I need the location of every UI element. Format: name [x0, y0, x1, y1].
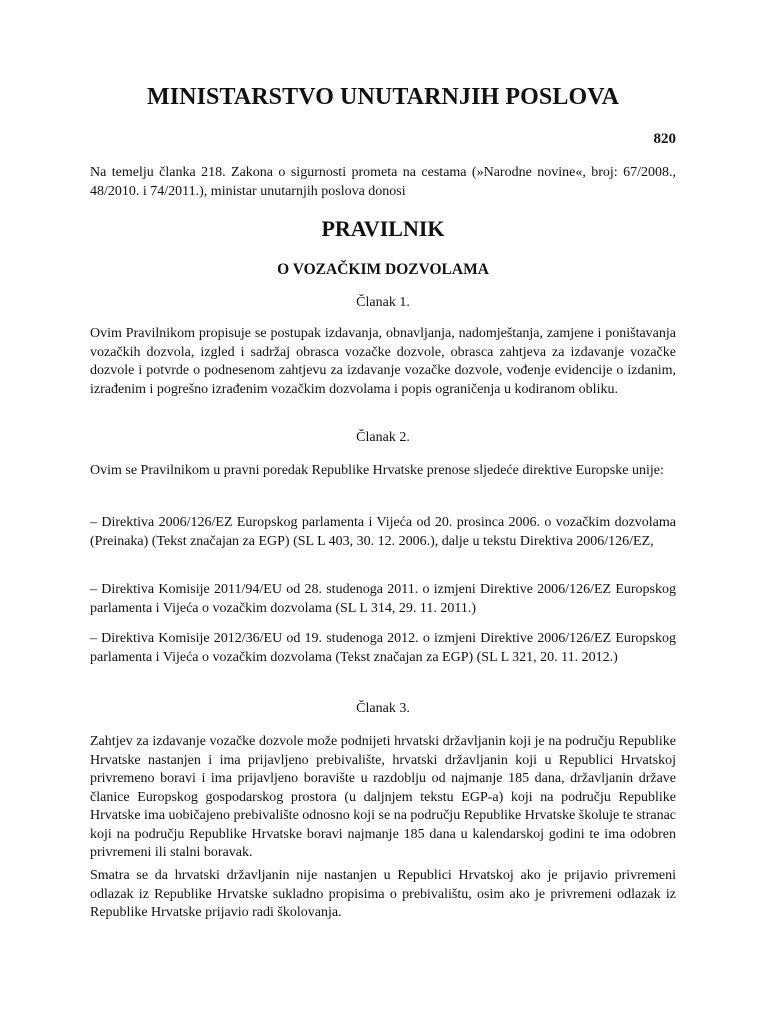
article-2-paragraph-1: Ovim se Pravilnikom u pravni poredak Republike Hrvatske prenose sljedeće direktive Europske unije:: [90, 463, 664, 478]
article-2-heading: Članak 2.: [356, 430, 410, 445]
document-subtitle: O VOZAČKIM DOZVOLAMA: [277, 261, 489, 278]
article-1-paragraph-1: Ovim Pravilnikom propisuje se postupak izdavanja, obnavljanja, nadomještanja, zamjene i poništavanja vozačkih dozvola, izgled i sadržaj obrasca vozačke dozvole, obrasca zahtjeva za izdavanje vozačke dozvole i potvrde o podnesenom zahtjevu za izdavanje vozačke dozvole, vođenje evidencije o izdanim, izrađenim i pogrešno izrađenim vozačkim dozvolama i popis ograničenja u kodiranom obliku.: [90, 326, 676, 397]
document-number: 820: [653, 131, 676, 147]
article-3-paragraph-1: Zahtjev za izdavanje vozačke dozvole može podnijeti hrvatski državljanin koji je na području Republike Hrvatske nastanjen i ima prijavljeno prebivalište, hrvatski državljanin koji u Republici Hrvatskoj privremeno boravi i ima prijavljeno boravište u razdoblju od najmanje 185 dana, državljanin države članice Europskog gospodarskog prostora (u daljnjem tekstu EGP-a) koji na području Republike Hrvatske ima uobičajeno prebivalište odnosno koji se na području Republike Hrvatske školuje te stranac koji na području Republike Hrvatske boravi najmanje 185 dana u kalendarskoj godini te ima odobren privremeni ili stalni boravak.: [90, 734, 676, 860]
document-title: PRAVILNIK: [321, 216, 445, 241]
article-1-heading: Članak 1.: [356, 295, 410, 310]
article-2-directive-1: – Direktiva 2006/126/EZ Europskog parlamenta i Vijeća od 20. prosinca 2006. o vozačkim dozvolama (Preinaka) (Tekst značajan za EGP) (SL L 403, 30. 12. 2006.), dalje u tekstu Direktiva 2006/126/EZ,: [90, 515, 676, 549]
preamble: Na temelju članka 218. Zakona o sigurnosti prometa na cestama (»Narodne novine«, broj: 67/2008., 48/2010. i 74/2011.), ministar unutarnjih poslova donosi: [90, 165, 676, 199]
article-3-paragraph-2: Smatra se da hrvatski državljanin nije nastanjen u Republici Hrvatskoj ako je prijavio privremeni odlazak iz Republike Hrvatske sukladno propisima o prebivalištu, osim ako je privremeni odlazak iz Republike Hrvatske prijavio radi školovanja.: [90, 868, 676, 920]
article-2-directive-3: – Direktiva Komisije 2012/36/EU od 19. studenoga 2012. o izmjeni Direktive 2006/126/EZ Europskog parlamenta i Vijeća o vozačkim dozvolama (Tekst značajan za EGP) (SL L 321, 20. 11. 2012.): [90, 631, 676, 665]
ministry-heading: MINISTARSTVO UNUTARNJIH POSLOVA: [146, 84, 620, 110]
article-3-heading: Članak 3.: [356, 701, 410, 716]
article-2-directive-2: – Direktiva Komisije 2011/94/EU od 28. studenoga 2011. o izmjeni Direktive 2006/126/EZ Europskog parlamenta i Vijeća o vozačkim dozvolama (SL L 314, 29. 11. 2011.): [90, 582, 676, 616]
